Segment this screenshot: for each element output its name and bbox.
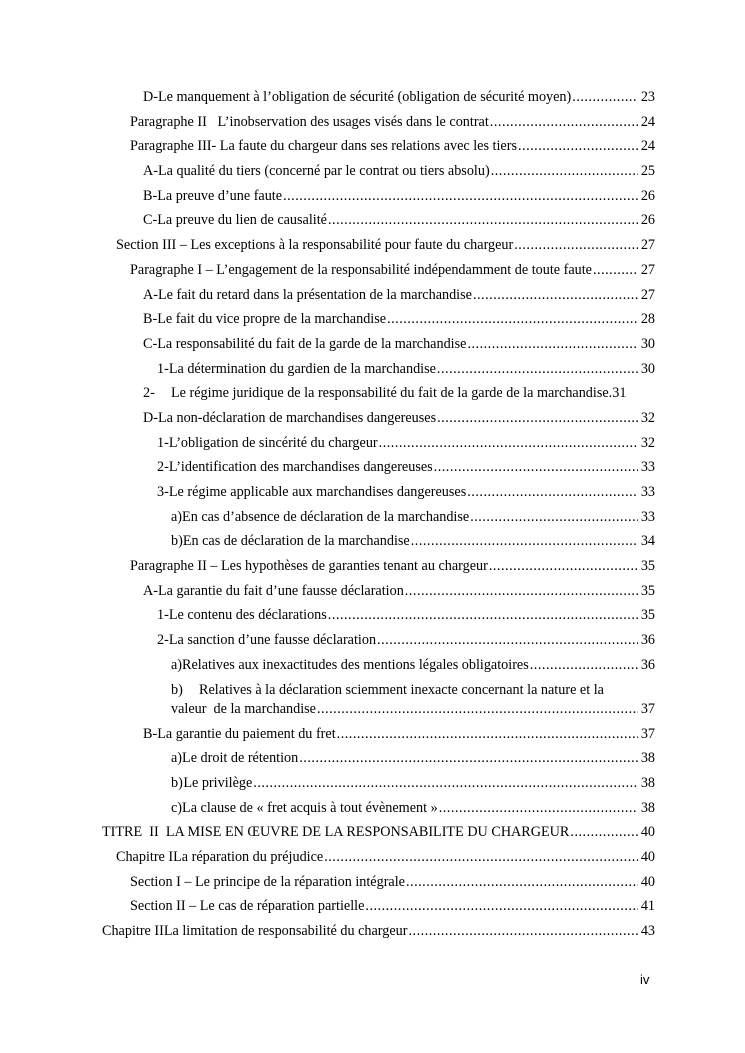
toc-label: Le droit de rétention [182,750,299,767]
toc-number: 2- [157,632,169,649]
toc-page: 24 [640,113,655,130]
toc-entry [0,722,745,747]
toc-number: 1- [157,434,169,451]
toc-number: a) [171,750,183,767]
toc-number: D- [143,89,158,105]
toc-page: 26 [640,187,655,204]
toc-entry [0,381,745,406]
toc-page: 33 [640,459,655,476]
leader-dots [491,159,638,184]
toc-label: TITRE II LA MISE EN ŒUVRE DE LA RESPONSABILITE DU CHARGEUR [102,824,570,841]
toc-entry [0,653,745,678]
toc-page: 33 [640,484,655,500]
leader-dots [467,332,638,357]
toc-number: A- [143,582,158,599]
toc-label: Le manquement à l’obligation de sécurité (obligation de sécurité moyen) [157,89,572,105]
toc-entry [0,307,745,332]
toc-label: La non-déclaration de marchandises dangereuses [157,409,437,426]
toc-page: 41 [640,898,655,915]
toc-entry [0,85,745,110]
leader-dots [408,919,638,944]
toc-entry [0,554,745,579]
toc-page: 27 [640,237,655,254]
toc-entry [0,258,745,283]
toc-entry [0,455,745,480]
toc-number: 1- [157,607,169,624]
leader-dots [337,722,638,747]
leader-dots [387,307,638,332]
leader-dots [328,603,638,628]
toc-number: b) [171,681,183,698]
leader-dots [473,283,638,308]
toc-label: La responsabilité du fait de la garde de la marchandise [157,335,467,352]
leader-dots [530,653,638,678]
leader-dots [437,357,638,382]
leader-dots [439,796,638,821]
toc-entry [0,480,745,505]
toc-label: Paragraphe III- La faute du chargeur dans ses relations avec les tiers [130,138,517,155]
toc-label: Paragraphe II L’inobservation des usages visés dans le contrat [130,113,489,130]
leader-dots [411,529,638,554]
toc-number: a) [171,508,183,525]
leader-dots [377,628,638,653]
toc-number: D- [143,409,158,426]
toc-page: 37 [640,701,655,717]
leader-dots [317,697,638,722]
toc-entry [0,845,745,870]
leader-dots [253,771,638,796]
toc-entry [0,505,745,530]
toc-entry [0,431,745,456]
toc-page: 37 [640,725,655,742]
toc-label: Paragraphe I – L’engagement de la responsabilité indépendamment de toute faute [130,261,592,278]
toc-entry [0,870,745,895]
toc-page: 31 [612,385,627,402]
toc-page: 40 [640,873,655,890]
leader-dots [328,208,638,233]
toc-page: 35 [640,582,655,599]
toc-entry [0,894,745,919]
toc-entry [0,332,745,357]
toc-label: La qualité du tiers (concerné par le contrat ou tiers absolu) [157,163,490,180]
toc-entry [0,208,745,233]
toc-label: Le contenu des déclarations [168,607,327,624]
toc-label: La preuve du lien de causalité [157,212,327,229]
toc-label: Section III – Les exceptions à la responsabilité pour faute du chargeur [116,237,514,254]
toc-page: 38 [640,799,655,816]
leader-dots [406,870,638,895]
toc-label: Le régime juridique de la responsabilité du fait de la garde de la marchandise. [171,385,613,402]
toc-number: A- [143,286,158,303]
toc-entry [0,406,745,431]
toc-label: La détermination du gardien de la marchandise [168,360,436,377]
leader-dots [283,184,638,209]
toc-page: 32 [640,409,655,426]
toc-label: La limitation de responsabilité du chargeur [163,923,408,939]
toc-label: Le régime applicable aux marchandises dangereuses [168,484,467,500]
toc-label: Relatives à la déclaration sciemment inexacte concernant la nature et la [199,681,604,698]
toc-number: a) [171,656,183,673]
toc-number: c) [171,799,183,816]
toc-label: La clause de « fret acquis à tout évènement » [182,799,438,816]
leader-dots [489,554,638,579]
leader-dots [490,110,638,135]
toc-page: 25 [640,163,655,180]
leader-dots [405,579,638,604]
toc-label: Section II – Le cas de réparation partielle [130,898,365,915]
toc-number: Chapitre I [116,848,174,865]
toc-entry [0,919,745,944]
toc-label: Relatives aux inexactitudes des mentions légales obligatoires [182,656,529,673]
toc-label: En cas de déclaration de la marchandise [182,533,410,550]
toc-label: Section I – Le principe de la réparation intégrale [130,873,405,890]
toc-number: b) [171,774,183,791]
toc-page: 35 [640,607,655,624]
leader-dots [324,845,638,870]
leader-dots [434,455,638,480]
toc-number: B- [143,725,158,742]
toc-number: b) [171,533,183,550]
leader-dots [470,505,638,530]
leader-dots [437,406,638,431]
toc-number: C- [143,212,158,229]
toc-page: 30 [640,360,655,377]
toc-entry [0,746,745,771]
toc-page: 32 [640,434,655,451]
toc-page: 23 [640,89,655,105]
toc-page: 26 [640,212,655,229]
leader-dots [379,431,638,456]
toc-entry [0,820,745,845]
toc-label: L’identification des marchandises dangereuses [168,459,433,476]
toc-page: 38 [640,774,655,791]
toc-entry [0,283,745,308]
toc-page: 36 [640,632,655,649]
toc-number: B- [143,311,158,328]
toc-page: 43 [640,923,655,939]
toc-entry [0,110,745,135]
toc-entry [0,159,745,184]
toc-page: 35 [640,558,655,575]
toc-label: La preuve d’une faute [157,187,283,204]
toc-page: 28 [640,311,655,328]
toc-number: 2- [143,385,155,402]
leader-dots [518,134,638,159]
toc-label: Le fait du vice propre de la marchandise [157,311,387,328]
toc-page: 40 [640,848,655,865]
toc-page: 30 [640,335,655,352]
page-number: iv [640,972,650,987]
leader-dots [593,258,638,283]
toc-entry [0,184,745,209]
toc-page: 40 [640,824,655,841]
toc-number: B- [143,187,158,204]
leader-dots [365,894,638,919]
toc-number: 1- [157,360,169,377]
toc-page: 36 [640,656,655,673]
toc-number: 2- [157,459,169,476]
toc-entry [0,771,745,796]
toc-page: 24 [640,138,655,155]
toc-page: 27 [640,261,655,278]
toc-page: 38 [640,750,655,767]
leader-dots [467,480,638,505]
toc-number: Chapitre II [102,923,164,939]
toc-entry [0,678,745,722]
toc-label: En cas d’absence de déclaration de la marchandise [182,508,470,525]
toc-entry [0,603,745,628]
toc-number: A- [143,163,158,180]
toc-label: La sanction d’une fausse déclaration [168,632,377,649]
toc-label: La garantie du paiement du fret [157,725,336,742]
toc-page: 34 [640,533,655,550]
leader-dots [572,85,638,110]
leader-dots [570,820,638,845]
toc-label: Paragraphe II – Les hypothèses de garanties tenant au chargeur [130,558,488,575]
toc-label-continued: valeur de la marchandise [171,701,316,717]
toc-entry [0,134,745,159]
toc-entry [0,579,745,604]
toc-number: 3- [157,484,169,500]
leader-dots [514,233,638,258]
toc-page: 33 [640,508,655,525]
toc-label: La réparation du préjudice [173,848,324,865]
table-of-contents [0,85,745,944]
toc-page: 27 [640,286,655,303]
toc-entry [0,529,745,554]
toc-entry [0,796,745,821]
toc-label: Le privilège [183,774,253,791]
toc-entry [0,357,745,382]
leader-dots [299,746,638,771]
toc-label: La garantie du fait d’une fausse déclaration [157,582,404,599]
toc-label: Le fait du retard dans la présentation de la marchandise [157,286,472,303]
toc-entry [0,628,745,653]
toc-label: L’obligation de sincérité du chargeur [168,434,378,451]
toc-number: C- [143,335,158,352]
toc-entry [0,233,745,258]
